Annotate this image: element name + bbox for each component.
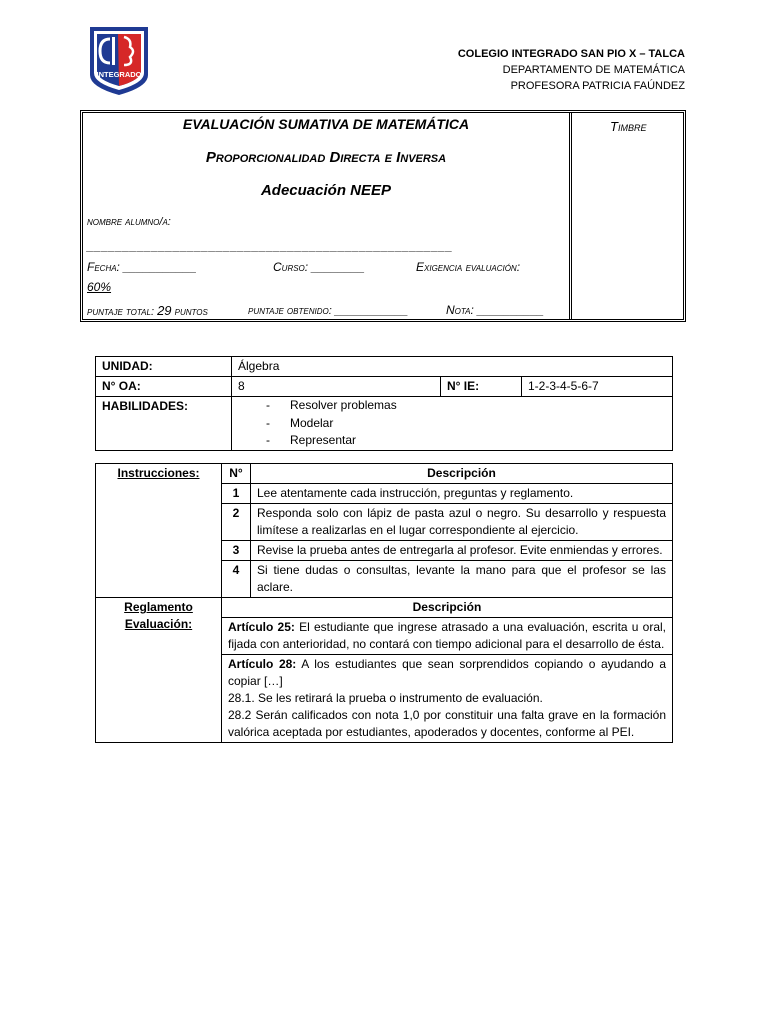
- department-name: DEPARTAMENTO DE MATEMÁTICA: [502, 64, 685, 76]
- oa-value: 8: [232, 377, 441, 397]
- teacher-name: PROFESORA PATRICIA FAÚNDEZ: [510, 80, 685, 92]
- evaluation-adaptation: Adecuación NEEP: [260, 182, 392, 199]
- instruction-text: Responda solo con lápiz de pasta azul o negro. Su desarrollo y respuesta limítese a realizarlas en el lugar correspondiente al ejercicio.: [251, 504, 673, 541]
- instruction-number: 1: [222, 484, 251, 504]
- num-header: N°: [222, 464, 251, 484]
- evaluation-header-box: [80, 110, 686, 322]
- instruction-text: Revise la prueba antes de entregarla al profesor. Evite enmiendas y errores.: [251, 541, 673, 561]
- instruction-number: 4: [222, 561, 251, 598]
- instruction-text: Lee atentamente cada instrucción, preguntas y reglamento.: [251, 484, 673, 504]
- instruction-number: 2: [222, 504, 251, 541]
- unit-info-table: [95, 356, 673, 451]
- list-item: - Resolver problemas: [266, 398, 397, 412]
- article-28: Artículo 28: A los estudiantes que sean sorprendidos copiando o ayudando a copiar […] 28.1. Se les retirará la prueba o instrumento de evaluación. 28.2 Serán calificados con nota 1,0 por constituir una falta grave en la formación valórica aceptada por estudiantes, apoderados y docentes, conforme al PEI.: [222, 655, 673, 743]
- demand-value: 60%: [87, 280, 112, 294]
- unit-label: UNIDAD:: [96, 357, 232, 377]
- evaluation-title: EVALUACIÓN SUMATIVA DE MATEMÁTICA: [182, 116, 470, 132]
- instruction-number: 3: [222, 541, 251, 561]
- student-name-line[interactable]: ___________________________________________________: [87, 239, 453, 253]
- evaluation-subtitle: Proporcionalidad Directa e Inversa: [205, 149, 447, 166]
- instructions-label: Instrucciones:: [96, 464, 222, 598]
- article-25: Artículo 25: El estudiante que ingrese atrasado a una evaluación, escrita u oral, fijada con anterioridad, no contará con tiempo adicional para el desarrollo de ésta.: [222, 618, 673, 655]
- evaluation-info: [83, 113, 569, 319]
- ie-label: N° IE:: [441, 377, 522, 397]
- student-name-label: nombre alumno/a:: [87, 216, 171, 228]
- grade-field[interactable]: Nota: __________: [446, 303, 544, 317]
- unit-value: Álgebra: [232, 357, 673, 377]
- rules-label: Reglamento Evaluación:: [96, 598, 222, 743]
- colegio-integrado-logo-icon: [88, 25, 150, 97]
- obtained-score-field[interactable]: puntaje obtenido: ___________: [248, 303, 409, 317]
- skills-label: HABILIDADES:: [96, 397, 232, 451]
- desc-header: Descripción: [251, 464, 673, 484]
- course-field[interactable]: Curso: ________: [273, 260, 365, 274]
- instruction-text: Si tiene dudas o consultas, levante la mano para que el profesor se las aclare.: [251, 561, 673, 598]
- stamp-area: [572, 113, 683, 319]
- stamp-label: Timbre: [610, 119, 647, 134]
- ie-value: 1-2-3-4-5-6-7: [522, 377, 673, 397]
- school-name: COLEGIO INTEGRADO SAN PIO X – TALCA: [457, 48, 685, 60]
- date-field[interactable]: Fecha: ___________: [87, 260, 197, 274]
- logo-text: INTEGRADO: [96, 70, 142, 79]
- total-score: puntaje total: 29 puntos: [87, 303, 208, 318]
- skills-cell: [232, 397, 673, 451]
- skills-list: [238, 397, 666, 450]
- list-item: - Modelar: [266, 415, 334, 430]
- list-item: - Representar: [266, 433, 357, 447]
- instructions-table: [95, 463, 673, 743]
- oa-label: N° OA:: [96, 377, 232, 397]
- demand-label: Exigencia evaluación:: [416, 260, 521, 274]
- school-info: [458, 46, 685, 94]
- rules-desc-header: Descripción: [222, 598, 673, 618]
